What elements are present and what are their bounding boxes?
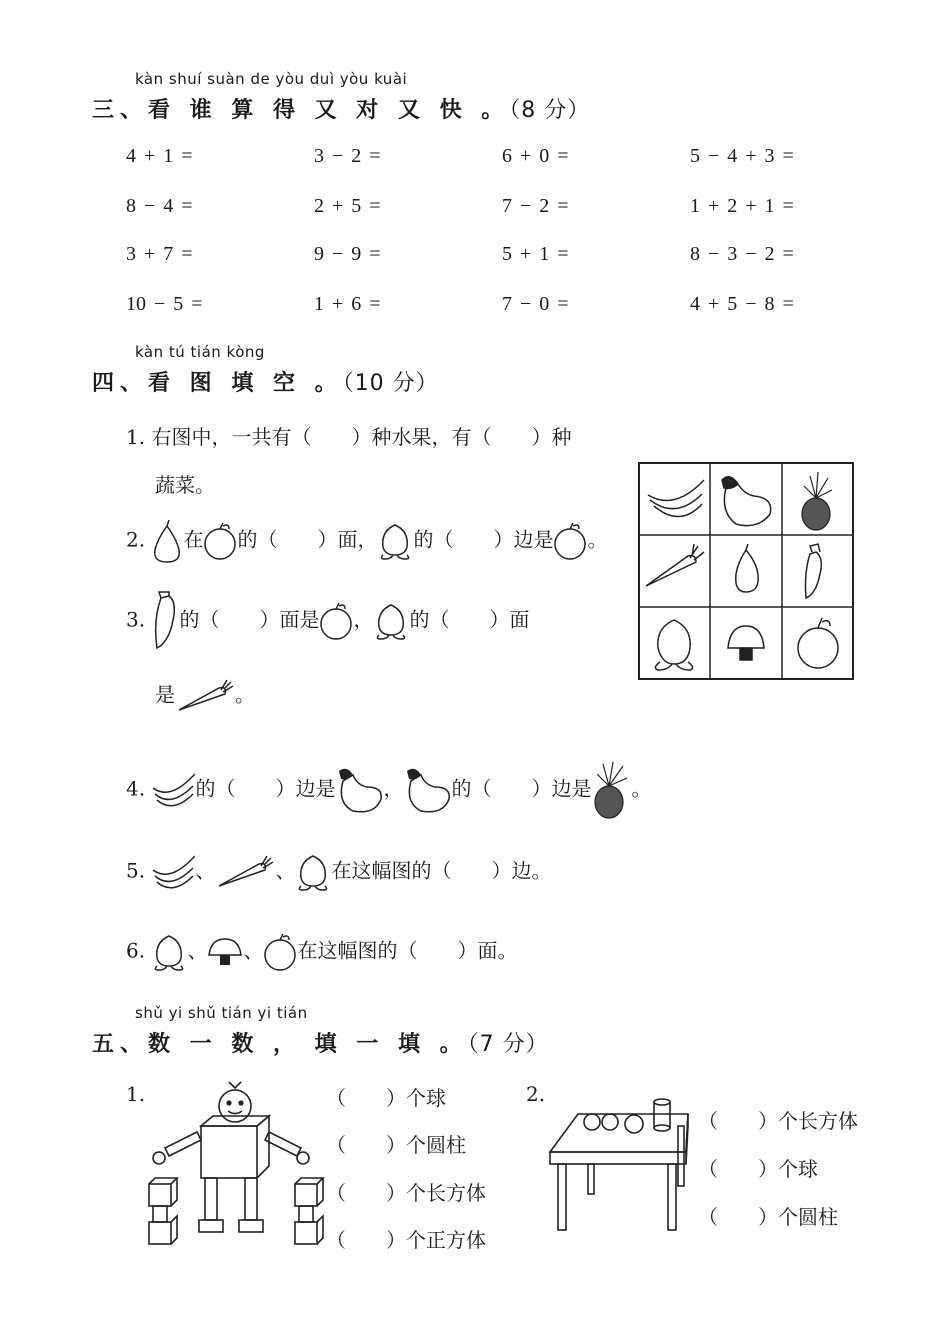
question-6 bbox=[126, 932, 517, 972]
question-number: 6. bbox=[126, 938, 146, 963]
section5-score: （7 分） bbox=[467, 1032, 549, 1057]
question-4-text: 的（ ）边是 bbox=[195, 776, 336, 801]
equation: 4 + 1 = bbox=[126, 145, 193, 167]
question-3-text: 的（ ）面 bbox=[409, 607, 530, 632]
count-row: （ ）个长方体 bbox=[698, 1109, 858, 1133]
question-6-text: 、 bbox=[243, 938, 264, 963]
apple-icon bbox=[203, 521, 237, 561]
eggplant-icon bbox=[722, 477, 771, 526]
mushroom-icon bbox=[207, 937, 243, 967]
question-3-text: 是 bbox=[155, 682, 175, 707]
question-5-text: 、 bbox=[275, 858, 296, 883]
question-number: 4. bbox=[126, 776, 146, 801]
banana-icon bbox=[151, 852, 195, 892]
peach-icon bbox=[373, 601, 409, 641]
question-number: 5. bbox=[126, 858, 146, 883]
table-figure bbox=[548, 1092, 698, 1234]
mushroom-icon bbox=[728, 626, 764, 660]
section5-question-2-number: 2. bbox=[526, 1082, 546, 1106]
question-3 bbox=[126, 590, 529, 652]
question-4 bbox=[126, 760, 651, 820]
question-number: 2. bbox=[126, 527, 146, 552]
section4-title: 四、看 图 填 空 。 bbox=[92, 371, 343, 396]
question-1 bbox=[126, 421, 571, 450]
question-1-line2: 蔬菜。 bbox=[155, 473, 215, 497]
pear-icon bbox=[736, 544, 759, 592]
apple-icon bbox=[798, 618, 838, 668]
count-row: （ ）个圆柱 bbox=[326, 1133, 466, 1157]
equation: 3 + 7 = bbox=[126, 243, 193, 265]
question-6-text: 在这幅图的（ ）面。 bbox=[297, 938, 518, 963]
peach-icon bbox=[295, 852, 331, 892]
question-3-text: ， bbox=[353, 607, 374, 632]
question-number: 1. bbox=[126, 425, 146, 449]
question-3-text: 的（ ）面是 bbox=[179, 607, 320, 632]
section5-title: 五、数 一 数 ， 填 一 填 。 bbox=[92, 1032, 468, 1057]
equation: 5 − 4 + 3 = bbox=[690, 145, 794, 167]
equation: 9 − 9 = bbox=[314, 243, 381, 265]
count-row: （ ）个长方体 bbox=[326, 1181, 486, 1205]
question-number: 3. bbox=[126, 607, 146, 632]
pineapple-icon bbox=[591, 760, 631, 820]
question-3-line2 bbox=[155, 678, 255, 714]
equation: 3 − 2 = bbox=[314, 145, 381, 167]
question-2-text: 在 bbox=[183, 527, 204, 552]
equation: 2 + 5 = bbox=[314, 195, 381, 217]
apple-icon bbox=[319, 601, 353, 641]
section4-heading bbox=[92, 366, 439, 397]
question-2-text: 。 bbox=[587, 527, 608, 552]
equation: 8 − 4 = bbox=[126, 195, 193, 217]
equation: 5 + 1 = bbox=[502, 243, 569, 265]
fruit-vegetable-grid bbox=[638, 462, 854, 680]
pepper-icon bbox=[806, 544, 822, 598]
count-row: （ ）个正方体 bbox=[326, 1228, 486, 1252]
section3-pinyin: kàn shuí suàn de yòu duì yòu kuài bbox=[135, 70, 408, 88]
carrot-icon bbox=[215, 854, 275, 890]
equation: 6 + 0 = bbox=[502, 145, 569, 167]
section5-heading bbox=[92, 1027, 549, 1058]
question-5-text: 在这幅图的（ ）边。 bbox=[331, 858, 552, 883]
pear-icon bbox=[151, 518, 183, 564]
section5-question-1-number: 1. bbox=[126, 1082, 146, 1106]
section5-pinyin: shǔ yi shǔ tián yi tián bbox=[135, 1004, 308, 1022]
question-2-text: 的（ ）边是 bbox=[413, 527, 554, 552]
peach-icon bbox=[151, 932, 187, 972]
equation: 1 + 2 + 1 = bbox=[690, 195, 794, 217]
question-4-text: 。 bbox=[631, 776, 652, 801]
question-2 bbox=[126, 518, 607, 564]
count-row: （ ）个球 bbox=[326, 1086, 446, 1110]
peach-icon bbox=[377, 521, 413, 561]
banana-icon bbox=[648, 480, 704, 517]
apple-icon bbox=[263, 932, 297, 972]
section4-pinyin: kàn tú tián kòng bbox=[135, 343, 265, 361]
section3-score: （8 分） bbox=[509, 98, 591, 123]
section3-heading bbox=[92, 93, 590, 124]
equation: 10 − 5 = bbox=[126, 293, 203, 315]
apple-icon bbox=[553, 521, 587, 561]
question-4-text: 的（ ）边是 bbox=[451, 776, 592, 801]
count-row: （ ）个圆柱 bbox=[698, 1205, 838, 1229]
equation: 7 − 0 = bbox=[502, 293, 569, 315]
banana-icon bbox=[151, 770, 195, 810]
question-6-text: 、 bbox=[187, 938, 208, 963]
eggplant-icon bbox=[403, 765, 451, 815]
pepper-icon bbox=[151, 590, 179, 652]
question-4-text: ， bbox=[383, 776, 404, 801]
equation: 8 − 3 − 2 = bbox=[690, 243, 794, 265]
equation: 7 − 2 = bbox=[502, 195, 569, 217]
carrot-icon bbox=[175, 678, 235, 714]
section4-score: （10 分） bbox=[342, 371, 439, 396]
question-3-text: 。 bbox=[235, 682, 255, 707]
question-1-line1: 右图中，一共有（ ）种水果，有（ ）种 bbox=[151, 425, 572, 449]
robot-figure bbox=[145, 1078, 325, 1250]
question-5-text: 、 bbox=[195, 858, 216, 883]
equation: 1 + 6 = bbox=[314, 293, 381, 315]
eggplant-icon bbox=[335, 765, 383, 815]
question-5 bbox=[126, 852, 551, 892]
section3-title: 三、看 谁 算 得 又 对 又 快 。 bbox=[92, 98, 510, 123]
peach-icon bbox=[655, 620, 692, 670]
question-2-text: 的（ ）面， bbox=[237, 527, 378, 552]
equation: 4 + 5 − 8 = bbox=[690, 293, 794, 315]
pineapple-icon bbox=[802, 472, 832, 530]
carrot-icon bbox=[646, 544, 704, 586]
count-row: （ ）个球 bbox=[698, 1157, 818, 1181]
